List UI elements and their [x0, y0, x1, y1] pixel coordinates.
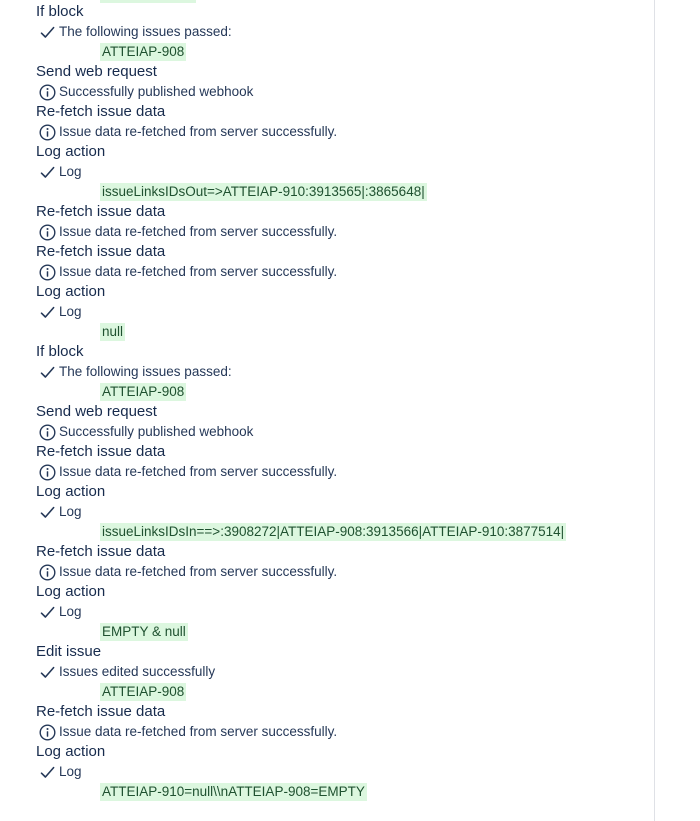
- entry-title: Log action: [36, 143, 106, 160]
- audit-log-entry: [36, 402, 253, 442]
- entry-status: [38, 722, 337, 742]
- entry-title: If block: [36, 3, 84, 20]
- log-output-chip: ATTEIAP-910=null\\nATTEIAP-908=EMPTY: [102, 784, 365, 799]
- entry-status-text: Issue data re-fetched from server successfully.: [59, 724, 338, 739]
- entry-status-text: Issue data re-fetched from server successfully.: [59, 464, 338, 479]
- info-icon: [38, 462, 56, 482]
- entry-detail: [100, 42, 232, 62]
- entry-status-text: Log: [59, 604, 82, 619]
- entry-detail: [100, 782, 367, 802]
- audit-log-entry: [36, 442, 337, 482]
- entry-status-text: Successfully published webhook: [59, 84, 254, 99]
- entry-detail: [100, 182, 427, 202]
- entry-status-text: Log: [59, 304, 82, 319]
- check-icon: [38, 22, 56, 42]
- entry-title: If block: [36, 343, 84, 360]
- entry-status-text: The following issues passed:: [59, 364, 232, 379]
- entry-status: [38, 22, 232, 42]
- info-icon: [38, 122, 56, 142]
- entry-detail: [100, 382, 232, 402]
- entry-status-text: The following issues passed:: [59, 24, 232, 39]
- entry-status-text: Log: [59, 764, 82, 779]
- check-icon: [38, 602, 56, 622]
- entry-status: [38, 462, 337, 482]
- audit-log-entry: [36, 282, 125, 342]
- entry-title: Re-fetch issue data: [36, 103, 166, 120]
- audit-log-entry: [36, 702, 337, 742]
- audit-log-entry: [36, 742, 367, 802]
- entry-title: Log action: [36, 583, 106, 600]
- check-icon: [38, 362, 56, 382]
- info-icon: [38, 262, 56, 282]
- log-output-chip: EMPTY & null: [102, 624, 186, 639]
- audit-log-entry: [36, 642, 215, 702]
- entry-title: Log action: [36, 283, 106, 300]
- entry-status: [38, 262, 337, 282]
- check-icon: [38, 762, 56, 782]
- entry-title: Log action: [36, 483, 106, 500]
- audit-log-entry: [36, 542, 337, 582]
- entry-status: [38, 422, 253, 442]
- entry-detail: [100, 522, 566, 542]
- audit-log-entry: [36, 62, 253, 102]
- check-icon: [38, 162, 56, 182]
- entry-status: [38, 602, 188, 622]
- entry-title: Re-fetch issue data: [36, 543, 166, 560]
- info-icon: [38, 222, 56, 242]
- entry-status-text: Successfully published webhook: [59, 424, 254, 439]
- info-icon: [38, 562, 56, 582]
- entry-title: Re-fetch issue data: [36, 243, 166, 260]
- entry-title: Log action: [36, 743, 106, 760]
- entry-status: [38, 82, 253, 102]
- log-output-chip: issueLinksIDsIn==>:3908272|ATTEIAP-908:3913566|ATTEIAP-910:3877514|: [102, 524, 565, 539]
- entry-detail: [100, 682, 215, 702]
- entry-status-text: Issue data re-fetched from server successfully.: [59, 124, 338, 139]
- log-output-chip: ATTEIAP-908: [102, 44, 185, 59]
- entry-title: Edit issue: [36, 643, 102, 660]
- entry-status: [38, 122, 337, 142]
- check-icon: [38, 662, 56, 682]
- info-icon: [38, 722, 56, 742]
- entry-title: Re-fetch issue data: [36, 703, 166, 720]
- audit-log-entry: [36, 202, 337, 242]
- entry-status-text: Issue data re-fetched from server successfully.: [59, 564, 338, 579]
- entry-detail: [100, 622, 188, 642]
- entry-status: [38, 662, 215, 682]
- entry-status-text: Issues edited successfully: [59, 664, 216, 679]
- audit-log-entry: [36, 2, 232, 62]
- entry-detail: [100, 322, 125, 342]
- entry-status: [38, 562, 337, 582]
- log-output-chip: ATTEIAP-908: [102, 384, 185, 399]
- entry-status: [38, 502, 566, 522]
- audit-log-entry: [36, 482, 566, 542]
- entry-status: [38, 362, 232, 382]
- audit-log-entry: [36, 142, 427, 202]
- entry-status: [38, 762, 367, 782]
- audit-log-entry: [36, 582, 188, 642]
- log-output-chip: issueLinksIDsOut=>ATTEIAP-910:3913565|:3865648|: [102, 184, 425, 199]
- entry-status: [38, 222, 337, 242]
- entry-title: Re-fetch issue data: [36, 443, 166, 460]
- log-output-chip: ATTEIAP-908: [102, 684, 185, 699]
- log-output-chip: null: [102, 324, 124, 339]
- info-icon: [38, 82, 56, 102]
- audit-log-entry: [36, 242, 337, 282]
- entry-title: Send web request: [36, 63, 157, 80]
- entry-title: Send web request: [36, 403, 157, 420]
- entry-status-text: Log: [59, 164, 82, 179]
- entry-status-text: Issue data re-fetched from server successfully.: [59, 264, 338, 279]
- audit-log-entry: [36, 342, 232, 402]
- entry-status: [38, 162, 427, 182]
- check-icon: [38, 502, 56, 522]
- check-icon: [38, 302, 56, 322]
- entry-status: [38, 302, 125, 322]
- info-icon: [38, 422, 56, 442]
- entry-status-text: Log: [59, 504, 82, 519]
- entry-status-text: Issue data re-fetched from server successfully.: [59, 224, 338, 239]
- entry-title: Re-fetch issue data: [36, 203, 166, 220]
- audit-log-entry: [36, 102, 337, 142]
